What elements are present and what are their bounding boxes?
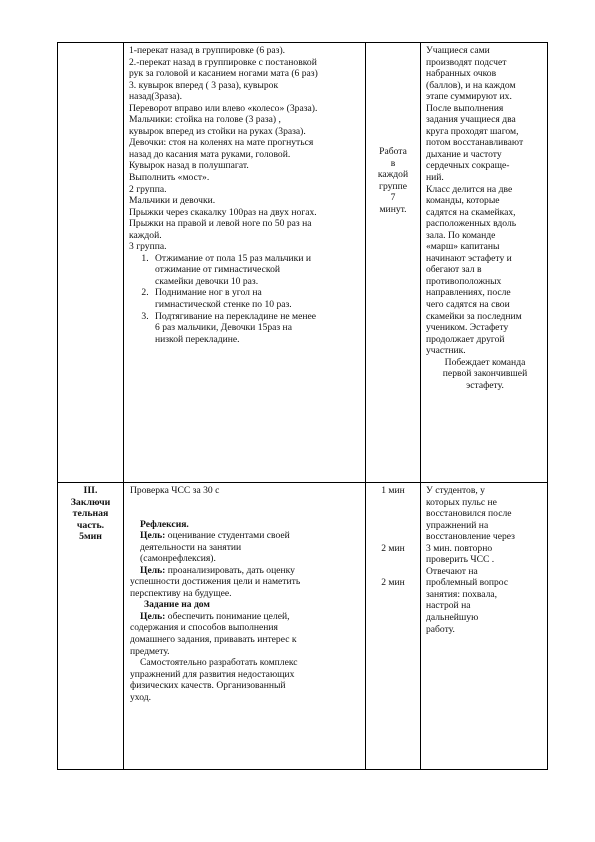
list-item [151,287,361,310]
guideline-line: производят подсчет [426,56,507,68]
guideline-line: проверить ЧСС . [426,554,495,566]
guideline-line: направлениях, после [426,287,511,299]
stage-label [58,483,123,543]
pulse-check-line: Проверка ЧСС за 30 с [130,485,220,496]
guideline-line: скамейки за последним [426,310,522,322]
guideline-line: занятия: похвала, [426,588,498,600]
time-value: 1 мин [381,485,405,496]
guideline-line: этапе суммируют их. [426,91,512,103]
guideline-line: обегают зал в [426,264,482,276]
goal-line: предмету. [130,645,170,657]
exercise-line: 2.-перекат назад в группировке с постановкой [129,56,317,68]
reflection-title: Рефлексия. [140,518,189,530]
final-content-cell [124,483,366,770]
guideline-line: набранных очков [426,68,497,80]
guideline-line: первой закончившей [442,368,528,380]
guideline-line: продолжает другой [426,333,505,345]
guideline-line: Отвечают на [426,565,478,577]
guideline-line: упражнений на [426,519,489,531]
final-guidelines-text [421,483,547,635]
guideline-line: настрой на [426,600,471,612]
guideline-line: потом восстанавливают [426,137,524,149]
time-value: 2 мин [381,577,405,589]
goal-line: обеспечить понимание целей, [165,610,290,622]
exercise-line: Девочки: стоя на коленях на мате прогнуться [129,137,314,149]
task-line: успешности достижения цели и наметить [130,576,301,588]
list-item [151,253,361,288]
stage-line: тельная [72,508,109,520]
exercise-line: назад до касания мата руками, головой. [129,148,291,160]
time-line: в [390,157,396,169]
exercise-list [129,253,361,345]
time-line: минут. [379,203,407,215]
guideline-line: После выполнения [426,102,504,114]
stage-line: часть. [76,519,105,531]
guideline-line: дыхание и частоту [426,148,502,160]
goal-line: домашнего задания, привавать интерес к [130,634,297,646]
guideline-line: Класс делится на две [426,183,513,195]
goal-line: деятельности на занятии [140,541,242,553]
guideline-line: задания учащиеся два [426,114,516,126]
homework-line: уход. [130,691,152,703]
guideline-line: дальнейшую [426,612,479,624]
exercise-line: рук за головой и касанием ногами мата (6 раз) [129,68,318,80]
guideline-line: зала. По команде [426,229,496,241]
exercise-line: кувырок вперед из стойки на руках (3раза). [129,125,306,137]
guideline-line: проблемный вопрос [426,577,509,589]
guideline-line: (баллов), и на каждом [426,79,516,91]
time-line: 7 [390,192,396,204]
time-line: Работа [379,146,407,157]
homework-line: физических качеств. Организованный [130,680,286,692]
exercise-line: Кувырок назад в полушпагат. [129,160,249,172]
time-value: 2 мин [381,542,405,554]
guideline-line: восстановление через [426,531,515,543]
list-line: отжимание от гимнастической [155,264,280,276]
final-time-cell [366,483,421,770]
spacer [130,497,361,519]
guideline-line: учеником. Эстафету [426,322,509,334]
exercise-text [124,43,365,345]
group-heading: 3 группа. [129,241,167,253]
stage-cell-empty [58,43,124,483]
table-row [58,483,548,770]
goal-line: содержания и способов выполнения [130,622,278,634]
guideline-line: круга проходят шагом, [426,125,519,137]
guideline-line: восстановился после [426,508,512,520]
guideline-line: садятся на скамейках, [426,206,516,218]
stage-cell [58,483,124,770]
list-line: 1. Отжимание от пола 15 раз мальчики и [155,252,312,264]
stage-line: Заключи [70,496,111,508]
list-line: низкой перекладине. [155,333,240,345]
list-line: 3. Подтягивание на перекладине не менее [155,310,316,322]
guideline-line: начинают эстафету и [426,252,512,264]
guideline-line: участник. [426,345,466,357]
final-times [366,483,420,589]
exercise-line: Выполнить «мост». [129,172,210,184]
guideline-line: Побеждает команда [444,356,526,368]
guideline-line: 3 мин. повторно [426,542,493,554]
task-line: перспективу на будущее. [130,587,232,599]
final-guidelines-cell [421,483,548,770]
exercise-line: 3. кувырок вперед ( 3 раза), кувырок [129,79,279,91]
final-content-text [124,483,365,703]
guideline-line: команды, которые [426,195,500,207]
time-line: каждой [377,169,409,181]
exercise-line: 1-перекат назад в группировке (6 раз). [129,45,286,56]
time-text [366,43,420,215]
homework-title: Задание на дом [144,599,210,611]
exercise-line: назад(3раза). [129,91,183,103]
goal-line: (самонрефлексия). [140,553,216,565]
table-row [58,43,548,483]
task-line: проанализировать, дать оценку [165,564,295,576]
time-cell [366,43,421,483]
time-line: группе [379,180,407,192]
homework-line: упражнений для развития недостающих [130,668,295,680]
list-line: скамейки девочки 10 раз. [155,275,259,287]
exercise-line: Прыжки на правой и левой ноге по 50 раз на [129,218,312,230]
guideline-line: эстафету. [466,379,504,391]
exercise-line: каждой. [129,229,162,241]
exercise-line: Мальчики и девочки. [129,195,216,207]
list-item [151,311,361,346]
list-line: гимнастической стенке по 10 раз. [155,299,292,311]
exercise-line: Мальчики: стойка на голове (3 раза) , [129,114,281,126]
guideline-line: чего садятся на свои [426,299,510,311]
guideline-line: ний. [426,172,444,184]
goal-label: Цель: [140,530,166,542]
guideline-line: расположенных вдоль [426,218,517,230]
exercise-line: Переворот вправо или влево «колесо» (3раза). [129,102,318,114]
lesson-plan-table [57,42,548,770]
task-label: Цель: [140,564,166,576]
guideline-line: противоположных [426,275,502,287]
guidelines-text [421,43,547,391]
goal-line: оценивание студентами своей [165,530,290,542]
guideline-line: которых пульс не [426,496,497,508]
list-line: 6 раз мальчики, Девочки 15раз на [155,322,292,334]
goal-label: Цель: [140,610,166,622]
list-line: 2. Поднимание ног в угол на [155,287,262,299]
guideline-line: сердечных сокраще- [426,160,510,172]
exercise-content-cell [124,43,366,483]
exercise-line: Прыжки через скакалку 100раз на двух ногах. [129,206,317,218]
group-heading: 2 группа. [129,183,167,195]
guidelines-cell [421,43,548,483]
stage-duration: 5мин [79,531,102,543]
guideline-line: «марш» капитаны [426,241,500,253]
guideline-line: Учащиеся сами [426,45,490,56]
stage-number: III. [83,485,98,496]
homework-line: Самостоятельно разработать комплекс [140,657,298,669]
guideline-line: работу. [426,623,455,635]
guideline-line: У студентов, у [426,485,485,496]
